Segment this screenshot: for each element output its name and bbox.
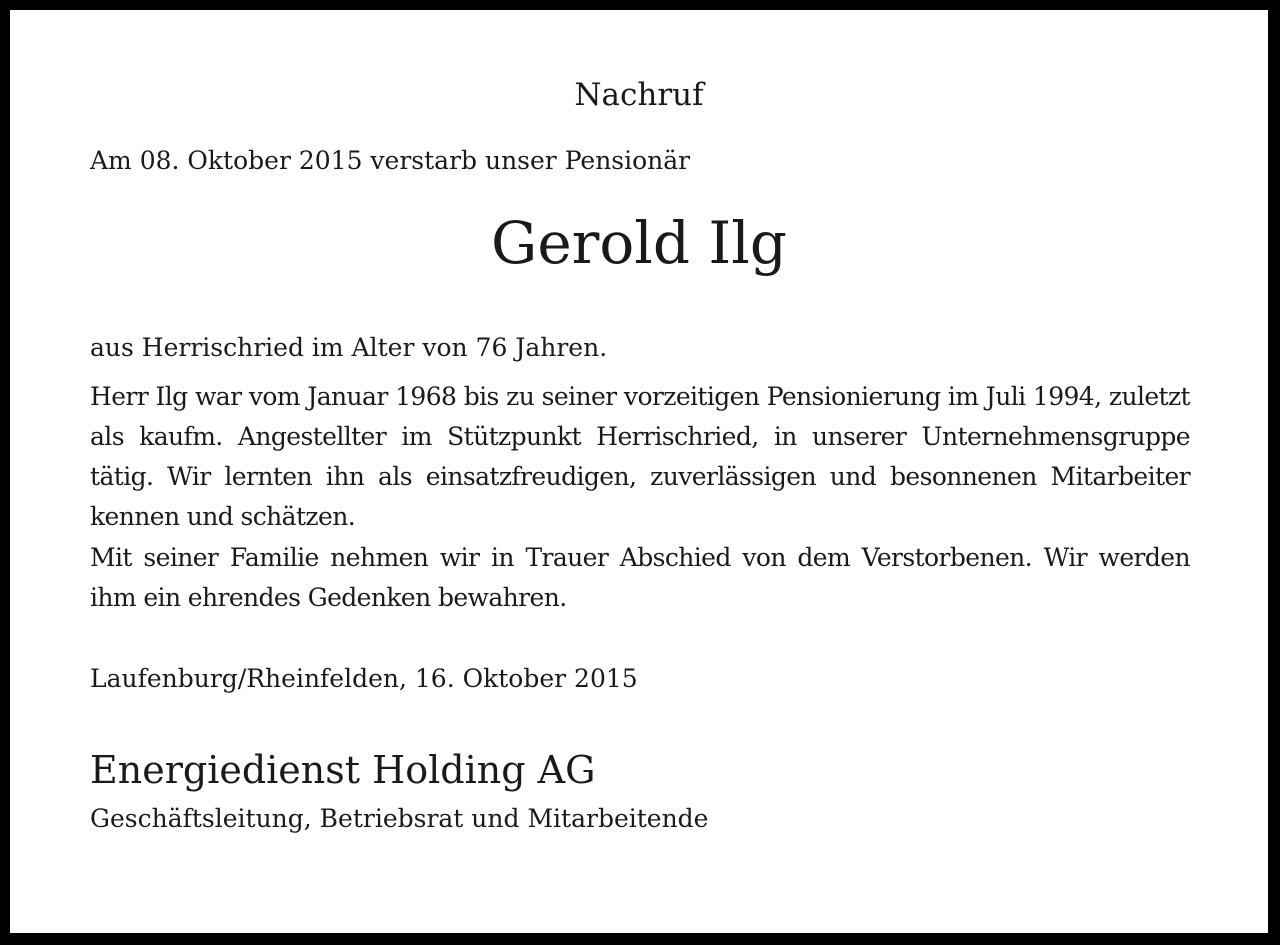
- career-paragraph: Herr Ilg war vom Januar 1968 bis zu seiner vorzeitigen Pensionierung im Juli 1994, zuletzt als kaufm. Angestellter im Stützpunkt Herrischried, in unserer Unternehmensgruppe tätig. Wir lernten ihn als einsatzfreudigen, zuverlässigen und besonnenen Mitarbeiter kennen und schätzen.: [90, 382, 1190, 531]
- signers-line: Geschäftsleitung, Betriebsrat und Mitarbeitende: [90, 804, 709, 833]
- deceased-name: Gerold Ilg: [490, 209, 787, 277]
- notice-heading: Nachruf: [574, 77, 704, 113]
- place-date-line: Laufenburg/Rheinfelden, 16. Oktober 2015: [90, 664, 638, 693]
- career-paragraph-block: [90, 377, 1190, 537]
- intro-line: Am 08. Oktober 2015 verstarb unser Pensionär: [90, 146, 691, 175]
- condolence-paragraph-block: [90, 538, 1190, 618]
- company-name: Energiedienst Holding AG: [90, 748, 596, 792]
- condolence-paragraph: Mit seiner Familie nehmen wir in Trauer Abschied von dem Verstorbenen. Wir werden ihm ein ehrendes Gedenken bewahren.: [90, 543, 1190, 612]
- origin-line: aus Herrischried im Alter von 76 Jahren.: [90, 333, 608, 362]
